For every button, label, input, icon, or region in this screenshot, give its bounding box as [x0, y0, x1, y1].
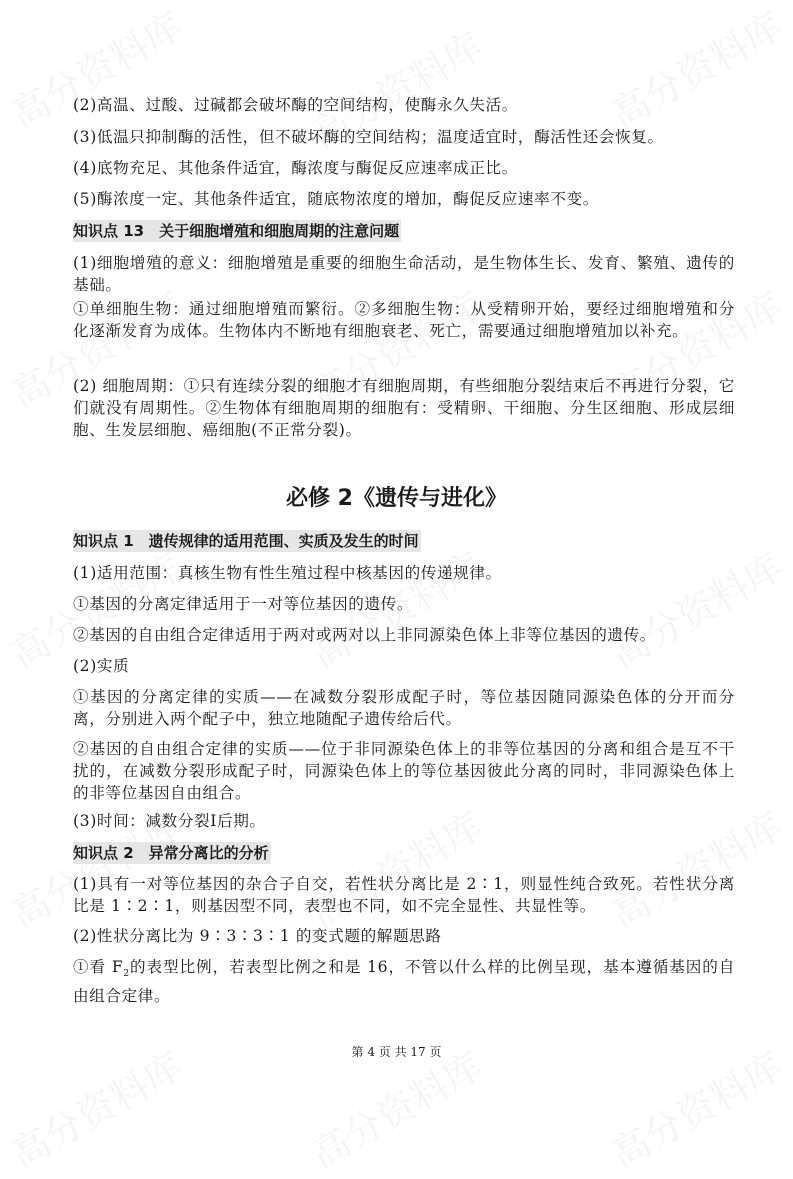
- page-footer: 第 4 页 共 17 页: [351, 1045, 442, 1059]
- subscript: 2: [123, 969, 130, 980]
- paragraph: ①基因的分离定律的实质——在减数分裂形成配子时，等位基因随同源染色体的分开而分离，分别进入两个配子中，独立地随配子遗传给后代。: [73, 688, 735, 728]
- paragraph: (1)适用范围：真核生物有性生殖过程中核基因的传递规律。: [73, 564, 502, 582]
- section-heading: 知识点 13 关于细胞增殖和细胞周期的注意问题: [73, 222, 400, 240]
- paragraph: (1)具有一对等位基因的杂合子自交，若性状分离比是 2∶1，则显性纯合致死。若性状分离比是 1∶2∶1，则基因型不同，表型也不同，如不完全显性、共显性等。: [73, 875, 735, 915]
- paragraph: (2)高温、过酸、过碱都会破坏酶的空间结构，使酶永久失活。: [73, 96, 518, 114]
- paragraph: ②基因的自由组合定律适用于两对或两对以上非同源染色体上非等位基因的遗传。: [73, 626, 656, 644]
- watermark: [0, 0, 191, 139]
- paragraph: (2) 细胞周期：①只有连续分裂的细胞才有细胞周期，有些细胞分裂结束后不再进行分裂，它们就没有周期性。②生物体有细胞周期的细胞有：受精卵、干细胞、分生区细胞、形成层细胞、生发层细胞、癌细胞(不正常分裂)。: [73, 377, 735, 439]
- paragraph: ①单细胞生物：通过细胞增殖而繁衍。②多细胞生物：从受精卵开始，要经过细胞增殖和分化逐渐发育为成体。生物体内不断地有细胞衰老、死亡，需要通过细胞增殖加以补充。: [73, 300, 735, 340]
- paragraph: (3)低温只抑制酶的活性，但不破坏酶的空间结构；温度适宜时，酶活性还会恢复。: [73, 128, 664, 146]
- paragraph: ①基因的分离定律适用于一对等位基因的遗传。: [73, 595, 414, 613]
- paragraph: (4)底物充足、其他条件适宜，酶浓度与酶促反应速率成正比。: [73, 159, 518, 177]
- text: 的表型比例，若表型比例之和是 16，不管以什么样的比例呈现，基本遵循基因的自由组合定律。: [73, 958, 735, 1006]
- section-heading: 知识点 1 遗传规律的适用范围、实质及发生的时间: [73, 532, 419, 550]
- section-heading: 知识点 2 异常分离比的分析: [73, 844, 269, 862]
- watermark: [599, 0, 791, 139]
- paragraph: (5)酶浓度一定、其他条件适宜，随底物浓度的增加，酶促反应速率不变。: [73, 190, 599, 208]
- paragraph: (3)时间：减数分裂Ⅰ后期。: [73, 812, 266, 830]
- chapter-title: 必修 2《遗传与进化》: [286, 486, 507, 511]
- paragraph: ②基因的自由组合定律的实质——位于非同源染色体上的非等位基因的分离和组合是互不干扰的，在减数分裂形成配子时，同源染色体上的等位基因彼此分离的同时，非同源染色体上的非等位基因自由组合。: [73, 740, 735, 802]
- paragraph: [73, 956, 735, 1007]
- paragraph: (2)性状分离比为 9∶3∶3∶1 的变式题的解题思路: [73, 927, 442, 945]
- paragraph: (1)细胞增殖的意义：细胞增殖是重要的细胞生命活动，是生物体生长、发育、繁殖、遗传的基础。: [73, 254, 735, 294]
- paragraph: (2)实质: [73, 657, 130, 675]
- text: ①看 F: [73, 958, 124, 976]
